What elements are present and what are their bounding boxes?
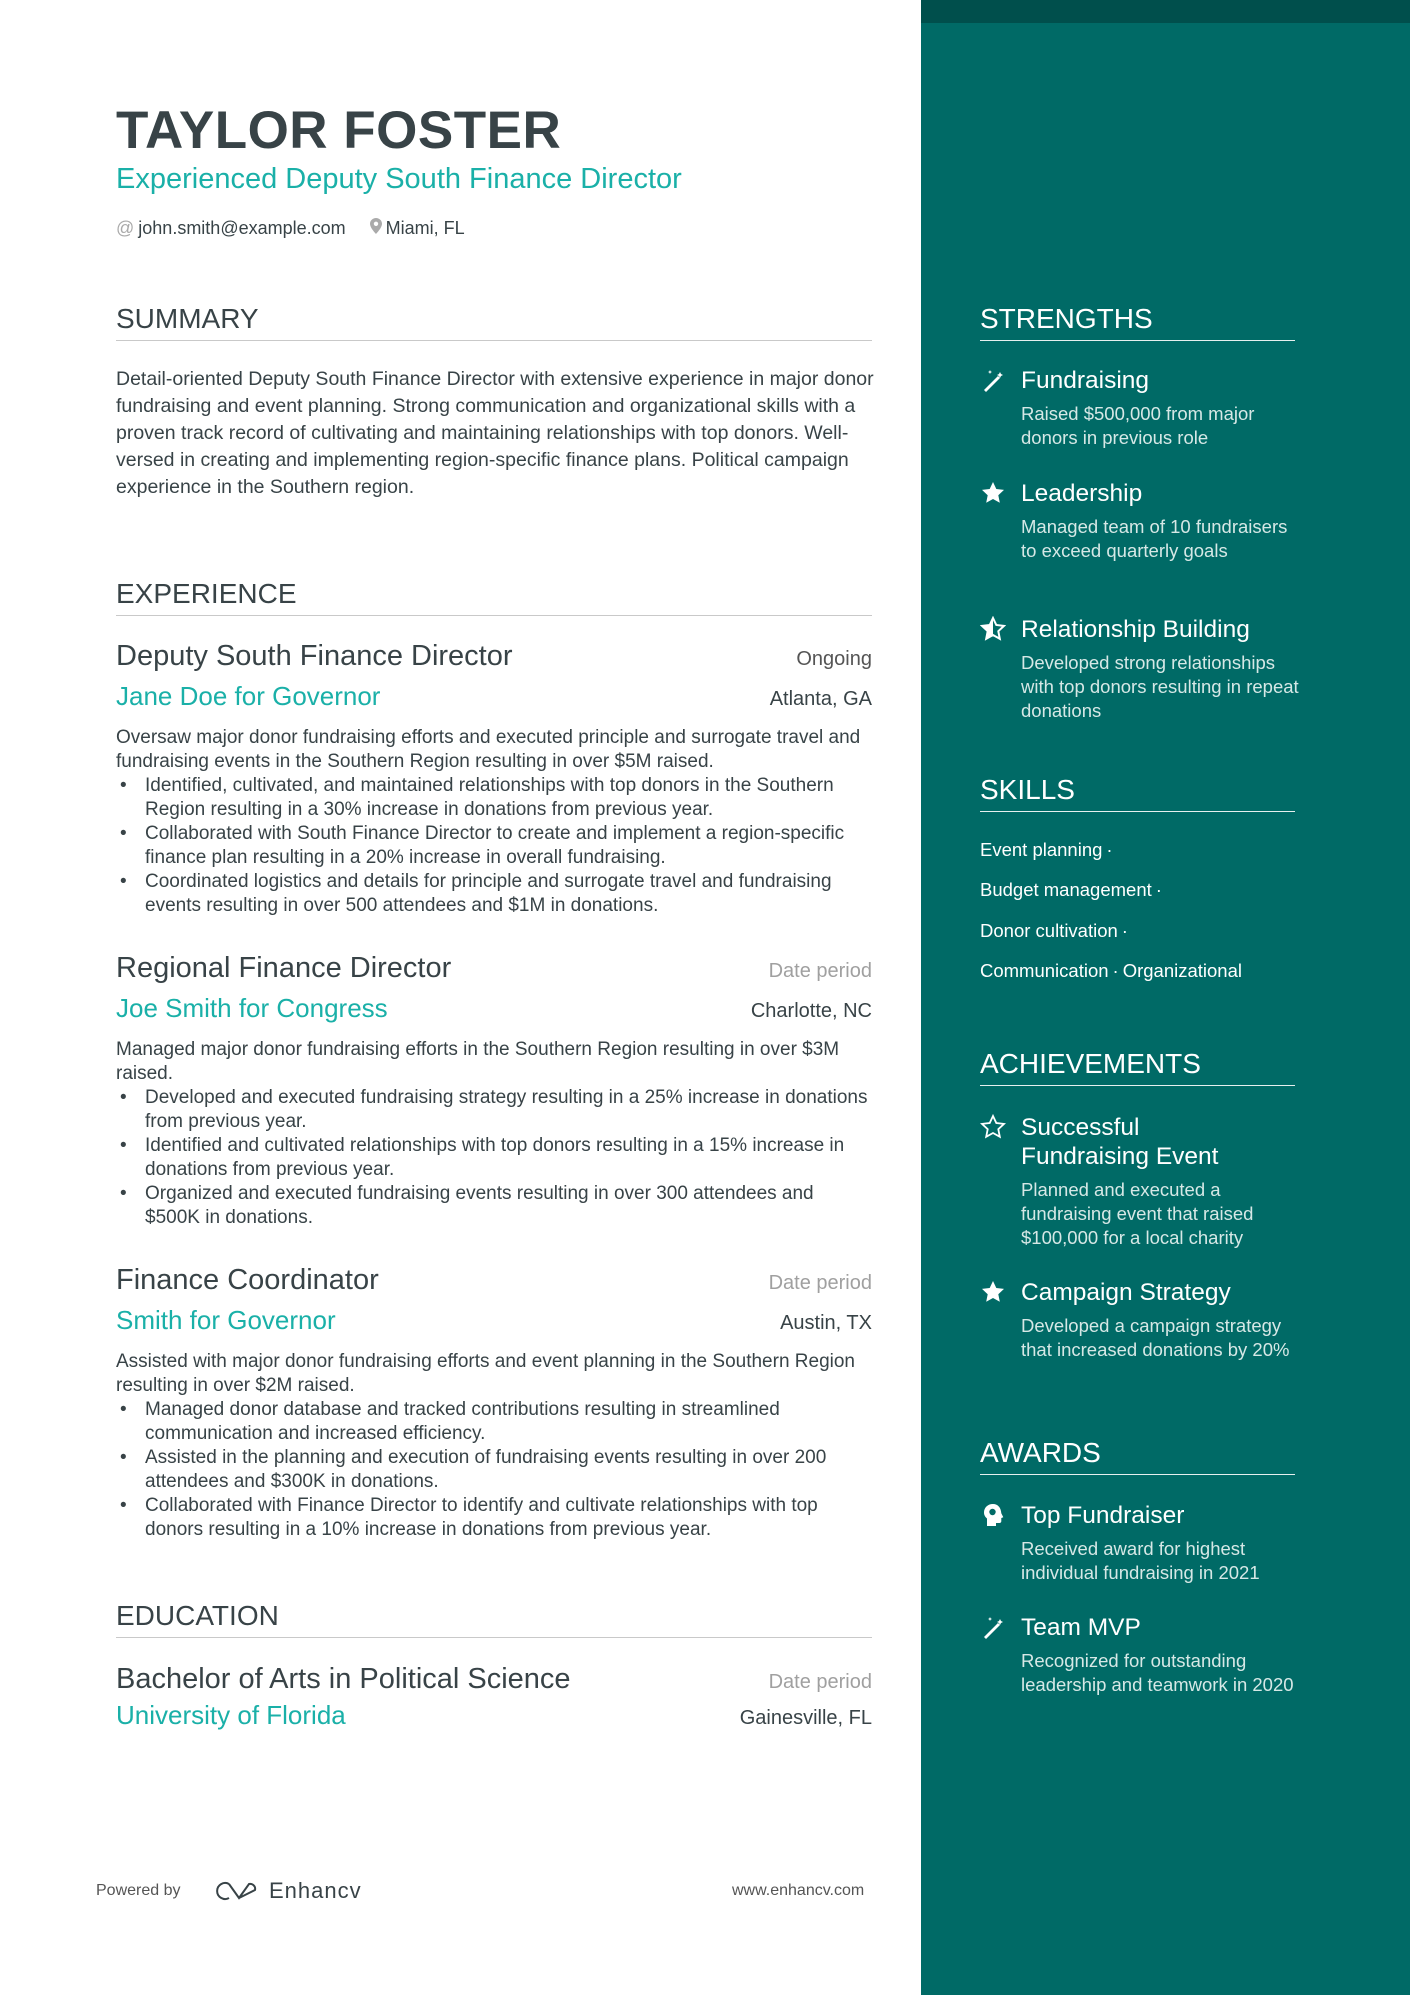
- achievements-heading: ACHIEVEMENTS: [980, 1048, 1295, 1086]
- education-date: Date period: [768, 1671, 872, 1693]
- star-icon: [980, 480, 1006, 506]
- job-entry: [116, 640, 872, 918]
- magic-wand-icon: [980, 1614, 1006, 1640]
- skills-heading: SKILLS: [980, 774, 1295, 812]
- job-description: Assisted with major donor fundraising efforts and event planning in the Southern Region resulting in over $2M raised.: [116, 1351, 855, 1396]
- summary-heading: SUMMARY: [116, 303, 872, 341]
- email[interactable]: @ john.smith@example.com: [116, 218, 346, 238]
- bullet: • Collaborated with South Finance Director to create and implement a region-specific finance plan resulting in a 20% increase in overall fundraising.: [116, 822, 872, 870]
- job-company: Smith for Governor: [116, 1305, 336, 1335]
- job-description: Oversaw major donor fundraising efforts and executed principle and surrogate travel and fundraising events in the Southern Region resulting in over $5M raised.: [116, 727, 861, 772]
- achievement-item: Campaign Strategy Developed a campaign strategy that increased donations by 20%: [980, 1278, 1300, 1362]
- strengths-heading: STRENGTHS: [980, 303, 1295, 341]
- bullet: • Identified, cultivated, and maintained relationships with top donors in the Southern Region resulting in a 30% increase in donations from previous year.: [116, 774, 872, 822]
- bullet: • Managed donor database and tracked contributions resulting in streamlined communication and increased efficiency.: [116, 1398, 872, 1446]
- job-bullets: [116, 774, 872, 918]
- location-pin-icon: [370, 218, 382, 238]
- bullet: • Organized and executed fundraising events resulting in over 300 attendees and $500K in donations.: [116, 1182, 872, 1230]
- achievement-item: Successful Fundraising Event Planned and executed a fundraising event that raised $100,000 for a local charity: [980, 1113, 1300, 1250]
- enhancv-logo-icon: [215, 1880, 261, 1902]
- location: Miami, FL: [370, 218, 465, 239]
- degree: Bachelor of Arts in Political Science: [116, 1663, 571, 1695]
- strength-item: Fundraising Raised $500,000 from major donors in previous role: [980, 366, 1300, 450]
- bullet: • Assisted in the planning and execution of fundraising events resulting in over 200 attendees and $300K in donations.: [116, 1446, 872, 1494]
- education-heading: EDUCATION: [116, 1600, 872, 1638]
- job-title: Regional Finance Director: [116, 952, 452, 984]
- half-star-icon: [980, 616, 1006, 642]
- skill: Organizational: [1122, 960, 1242, 981]
- skill: Event planning ·: [980, 839, 1113, 860]
- job-bullets: [116, 1398, 872, 1542]
- bullet: • Identified and cultivated relationships with top donors resulting in a 15% increase in donations from previous year.: [116, 1134, 872, 1182]
- sidebar-top-band: [921, 0, 1410, 23]
- experience-heading: EXPERIENCE: [116, 578, 872, 616]
- job-date: Date period: [768, 1272, 872, 1294]
- contact-info: [116, 218, 465, 239]
- education-location: Gainesville, FL: [739, 1707, 872, 1729]
- job-location: Atlanta, GA: [769, 688, 872, 710]
- summary-text: Detail-oriented Deputy South Finance Director with extensive experience in major donor fundraising and event planning. Strong communication and organizational skills with a proven track record of cultivating and maintaining relationships with top donors. Well-versed in creating and implementing region-specific finance plans. Political campaign experience in the Southern region.: [116, 368, 874, 498]
- head-icon: [980, 1502, 1006, 1528]
- job-title: Finance Coordinator: [116, 1264, 379, 1296]
- at-icon: @: [116, 218, 135, 238]
- enhancv-logo[interactable]: Enhancv: [215, 1878, 362, 1904]
- education-entry: [116, 1663, 872, 1731]
- candidate-title: Experienced Deputy South Finance Director: [116, 163, 682, 195]
- school: University of Florida: [116, 1700, 346, 1730]
- job-date: Date period: [768, 960, 872, 982]
- job-bullets: [116, 1086, 872, 1230]
- skill: Budget management ·: [980, 879, 1162, 900]
- job-entry: [116, 952, 872, 1230]
- award-item: Top Fundraiser Received award for highest individual fundraising in 2021: [980, 1501, 1300, 1585]
- website-link[interactable]: www.enhancv.com: [732, 1882, 865, 1899]
- magic-wand-icon: [980, 367, 1006, 393]
- award-item: Team MVP Recognized for outstanding leadership and teamwork in 2020: [980, 1613, 1300, 1697]
- star-icon: [980, 1279, 1006, 1305]
- job-location: Charlotte, NC: [750, 1000, 872, 1022]
- job-entry: [116, 1264, 872, 1542]
- bullet: • Coordinated logistics and details for principle and surrogate travel and fundraising events resulting in over 500 attendees and $1M in donations.: [116, 870, 872, 918]
- awards-heading: AWARDS: [980, 1437, 1295, 1475]
- strength-item: Leadership Managed team of 10 fundraisers to exceed quarterly goals: [980, 479, 1300, 563]
- candidate-name: TAYLOR FOSTER: [116, 101, 562, 160]
- strength-item: Relationship Building Developed strong relationships with top donors resulting in repeat donations: [980, 615, 1300, 723]
- job-title: Deputy South Finance Director: [116, 640, 513, 672]
- star-outline-icon: [980, 1114, 1006, 1140]
- job-description: Managed major donor fundraising efforts in the Southern Region resulting in over $3M raised.: [116, 1039, 840, 1084]
- job-company: Joe Smith for Congress: [116, 993, 388, 1023]
- job-company: Jane Doe for Governor: [116, 681, 381, 711]
- skill: Communication · Organizational: [980, 960, 1242, 981]
- job-location: Austin, TX: [780, 1312, 872, 1334]
- powered-by: Powered by: [96, 1882, 181, 1899]
- bullet: • Developed and executed fundraising strategy resulting in a 25% increase in donations from previous year.: [116, 1086, 872, 1134]
- bullet: • Collaborated with Finance Director to identify and cultivate relationships with top donors resulting in a 10% increase in donations from previous year.: [116, 1494, 872, 1542]
- skill: Donor cultivation ·: [980, 920, 1128, 941]
- job-date: Ongoing: [796, 648, 872, 670]
